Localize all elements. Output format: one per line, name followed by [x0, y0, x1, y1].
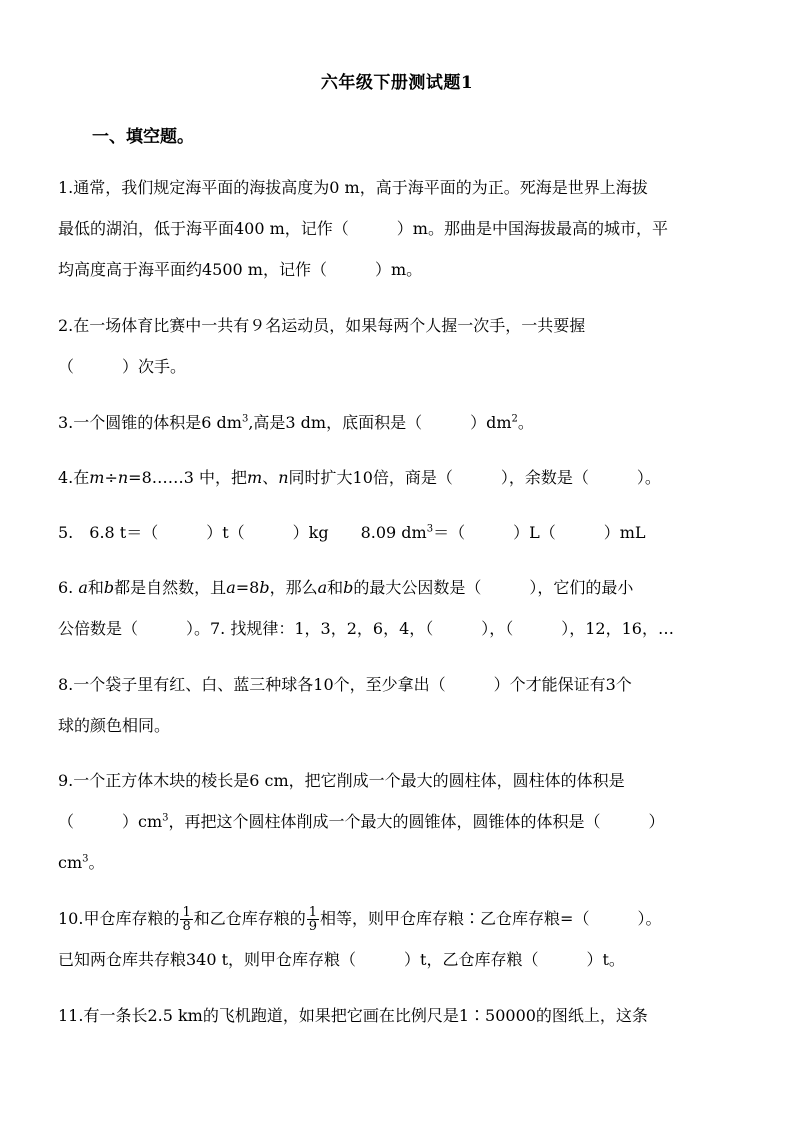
question-9 [58, 760, 748, 883]
question-5-line-1: 5. 6.8 t＝（ ）t（ ）kg 8.09 $dm^3=$（ ）L（ ）mL [58, 523, 646, 542]
question-6-line-1: 6. a和b都是自然数，且a=8b，那么a和b的最大公因数是（ ），它们的最小 [58, 578, 634, 597]
question-9-line-1: 9.一个正方体木块的棱长是6 cm，把它削成一个最大的圆柱体，圆柱体的体积是 [58, 771, 625, 790]
question-11-line-1: 11.有一条长2.5 km的飞机跑道，如果把它画在比例尺是1∶50000的图纸上，这条 [58, 1006, 648, 1025]
question-2-line-1: 2.在一场体育比赛中一共有９名运动员，如果每两个人握一次手，一共要握 [58, 316, 586, 335]
question-2-line-2: （ ）次手。 [58, 357, 187, 376]
question-3-line-1: 3.一个圆锥的体积是6 $dm^3$,高是3 dm，底面积是（ ）$dm^2$。 [58, 413, 534, 432]
section-heading: 一、填空题。 [92, 127, 194, 147]
question-1-line-1: 1.通常，我们规定海平面的海拔高度为0 m，高于海平面的为正。死海是世界上海拔 [58, 178, 648, 197]
question-8-line-2: 球的颜色相同。 [58, 716, 171, 735]
question-8-line-1: 8.一个袋子里有红、白、蓝三种球各10个，至少拿出（ ）个才能保证有3个 [58, 675, 632, 694]
question-4 [58, 457, 748, 498]
question-6 [58, 567, 748, 649]
question-3 [58, 402, 748, 443]
question-8 [58, 664, 748, 746]
question-4-line-1: 4.在m÷n=8……3 中，把m、n同时扩大10倍，商是（ ），余数是（ ）。 [58, 468, 661, 487]
fraction-one-eighth: $\frac{1}{8}$ [182, 905, 191, 934]
question-6-line-2: 公倍数是（ ）。7. 找规律：1，3，2，6，4，（ ），（ ），12，16，… [58, 619, 674, 638]
question-5 [58, 512, 748, 553]
question-10 [58, 898, 748, 980]
question-1-line-3: 均高度高于海平面约4500 m，记作（ ）m。 [58, 260, 423, 279]
question-1 [58, 167, 748, 290]
question-9-line-3: $cm^3$。 [58, 853, 105, 872]
question-9-line-2: （ ）$cm^3$，再把这个圆柱体削成一个最大的圆锥体，圆锥体的体积是（ ） [58, 812, 665, 831]
question-10-line-1: 10.甲仓库存粮的 $\frac{1}{8}$ 和乙仓库存粮的 $\frac{1}{9}$ 相等，则甲仓库存粮∶乙仓库存粮=（ ）。 [58, 905, 662, 934]
question-1-line-2: 最低的湖泊，低于海平面400 m，记作（ ）m。那曲是中国海拔最高的城市，平 [58, 219, 668, 238]
question-2 [58, 305, 748, 387]
question-11 [58, 995, 748, 1036]
question-10-line-2: 已知两仓库共存粮340 t，则甲仓库存粮（ ）t，乙仓库存粮（ ）t。 [58, 950, 625, 969]
fraction-one-ninth: $\frac{1}{9}$ [308, 905, 318, 934]
page-title: 六年级下册测试题1 [320, 73, 474, 93]
